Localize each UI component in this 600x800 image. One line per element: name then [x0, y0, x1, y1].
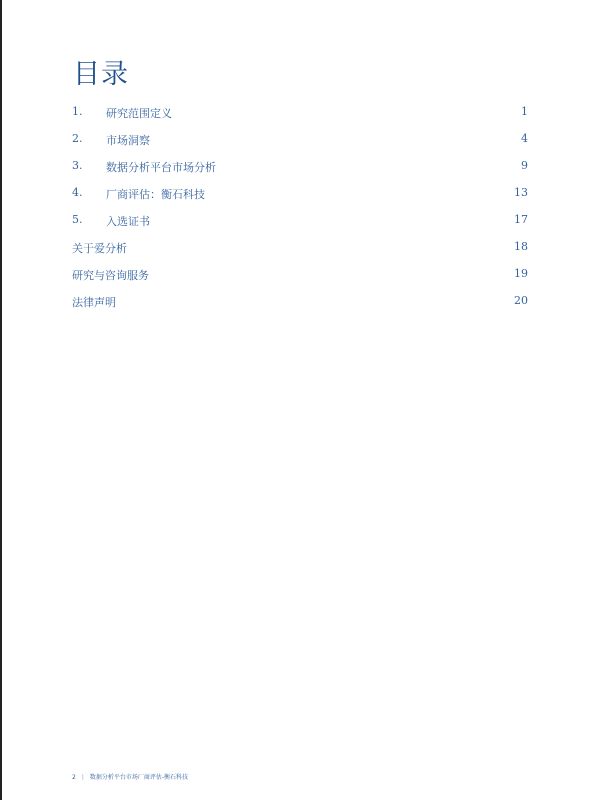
toc-entry-page: 4 — [521, 132, 528, 145]
toc-entry[interactable] — [72, 208, 528, 235]
toc-entry-label: 研究与咨询服务 — [72, 269, 149, 282]
toc-entry[interactable] — [72, 235, 528, 262]
toc-entry-number: 5. — [72, 213, 83, 226]
toc-entry-page: 1 — [521, 105, 528, 118]
toc-entry[interactable] — [72, 181, 528, 208]
toc-entry-number: 3. — [72, 159, 83, 172]
toc-entry-number: 4. — [72, 186, 83, 199]
toc-entry-label: 市场洞察 — [106, 134, 150, 147]
toc-entry[interactable] — [72, 289, 528, 316]
toc-entry-page: 9 — [521, 159, 528, 172]
toc-entry-label: 研究范围定义 — [106, 107, 172, 120]
table-of-contents — [72, 100, 528, 316]
toc-entry[interactable] — [72, 262, 528, 289]
page-title: 目录 — [73, 59, 129, 90]
page-footer — [72, 772, 188, 781]
toc-entry-label: 厂商评估：衡石科技 — [106, 188, 205, 201]
footer-text: 数据分析平台市场厂商评估-衡石科技 — [89, 774, 189, 781]
toc-entry-page: 13 — [514, 186, 528, 199]
toc-entry[interactable] — [72, 100, 528, 127]
toc-entry-page: 20 — [514, 294, 528, 307]
left-edge-rule — [0, 0, 2, 800]
toc-entry[interactable] — [72, 154, 528, 181]
toc-entry-label: 法律声明 — [72, 296, 116, 309]
footer-separator: | — [81, 774, 84, 781]
toc-entry-page: 18 — [514, 240, 528, 253]
toc-entry-page: 19 — [514, 267, 528, 280]
toc-entry-number: 1. — [72, 105, 83, 118]
toc-entry-number: 2. — [72, 132, 83, 145]
toc-entry-label: 数据分析平台市场分析 — [106, 161, 216, 174]
toc-entry-label: 关于爱分析 — [72, 242, 127, 255]
footer-page-number: 2 — [72, 774, 76, 781]
toc-entry-page: 17 — [514, 213, 528, 226]
toc-entry[interactable] — [72, 127, 528, 154]
toc-entry-label: 入选证书 — [106, 215, 150, 228]
